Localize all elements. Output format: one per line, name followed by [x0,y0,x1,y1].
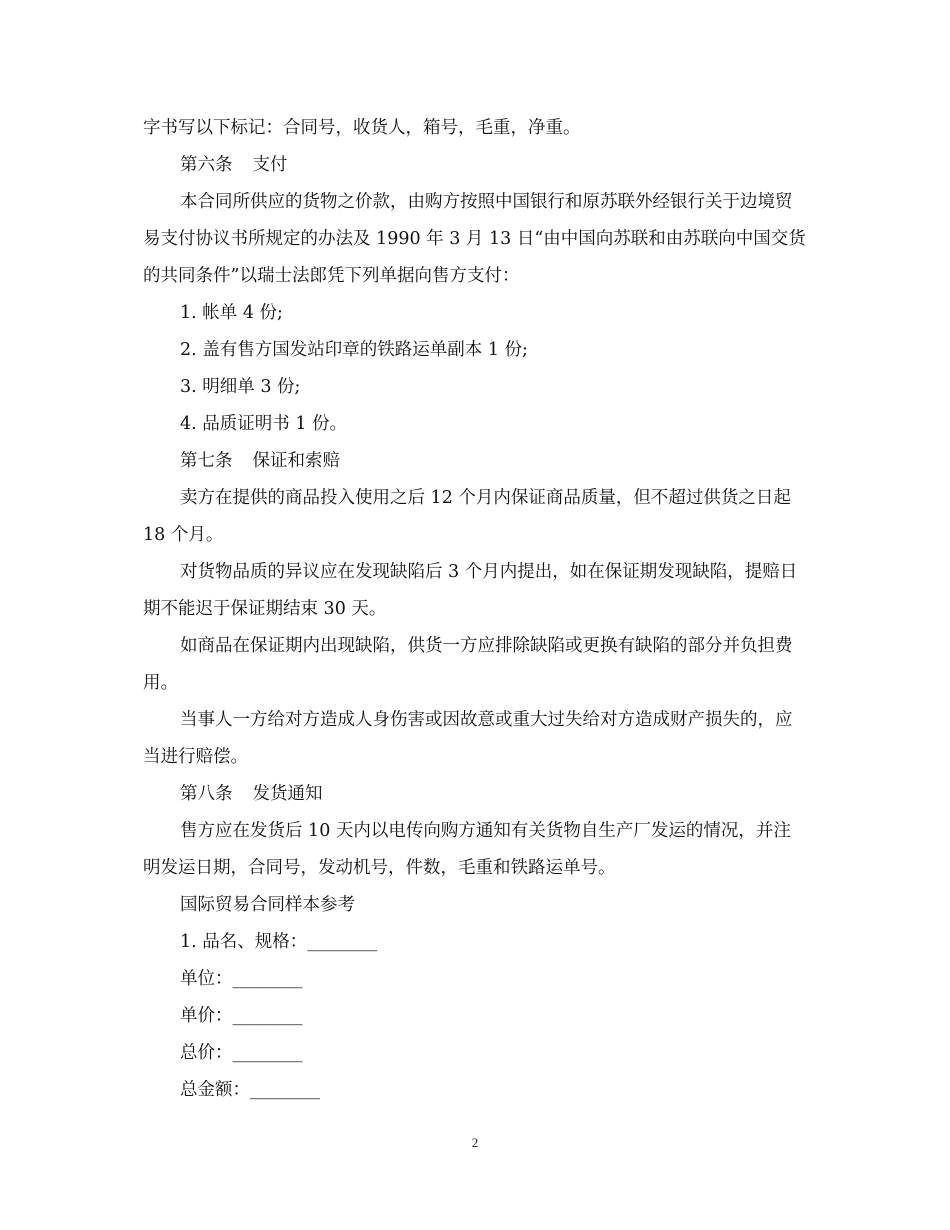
article-heading-shipping-notice [143,776,806,813]
form-line-total-price: 总价：________ [180,1043,303,1063]
list-item-waybill: 2. 盖有售方国发站印章的铁路运单副本 1 份; [180,340,528,360]
document-body [143,110,806,1109]
list-item-packing-list: 3. 明细单 3 份; [180,377,301,397]
form-line-total-amount: 总金额：________ [180,1080,320,1100]
paragraph-quality-claims: 对货物品质的异议应在发现缺陷后 3 个月内提出，如在保证期发现缺陷，提赔日期不能迟于保证期结束 30 天。 [143,562,798,619]
list-item-invoice: 1. 帐单 4 份; [180,303,283,323]
form-line-unit: 单位：________ [180,969,303,989]
paragraph-shipping-notice: 售方应在发货后 10 天内以电传向购方通知有关货物自生产厂发运的情况，并注明发运日期，合同号，发动机号，件数，毛重和铁路运单号。 [143,821,791,878]
article-number: 第八条 [180,784,233,804]
form-line-unit-price: 单价：________ [180,1006,303,1026]
paragraph-warranty-period: 卖方在提供的商品投入使用之后 12 个月内保证商品质量，但不超过供货之日起 18 个月。 [143,488,791,545]
article-number: 第六条 [180,155,233,175]
list-item-quality-certificate: 4. 品质证明书 1 份。 [180,414,348,434]
sample-contract-title: 国际贸易合同样本参考 [180,895,355,915]
article-heading-payment [143,147,806,184]
article-title: 支付 [252,155,288,175]
page-number: 2 [471,1135,479,1150]
article-title: 发货通知 [252,784,323,804]
paragraph-defect-remedy: 如商品在保证期内出现缺陷，供货一方应排除缺陷或更换有缺陷的部分并负担费用。 [143,636,793,693]
article-number: 第七条 [180,451,233,471]
article-title: 保证和索赔 [252,451,340,471]
paragraph-marking-continued: 字书写以下标记：合同号，收货人，箱号，毛重，净重。 [143,118,581,138]
form-line-product-spec: 1. 品名、规格：________ [180,932,378,952]
article-heading-warranty [143,443,806,480]
paragraph-payment-terms: 本合同所供应的货物之价款，由购方按照中国银行和原苏联外经银行关于边境贸易支付协议书所规定的办法及 1990 年 3 月 13 日“由中国向苏联和由苏联向中国交货的共同条件”以瑞士法郎凭下列单据向售方支付： [143,192,806,286]
paragraph-damages: 当事人一方给对方造成人身伤害或因故意或重大过失给对方造成财产损失的，应当进行赔偿。 [143,710,793,767]
